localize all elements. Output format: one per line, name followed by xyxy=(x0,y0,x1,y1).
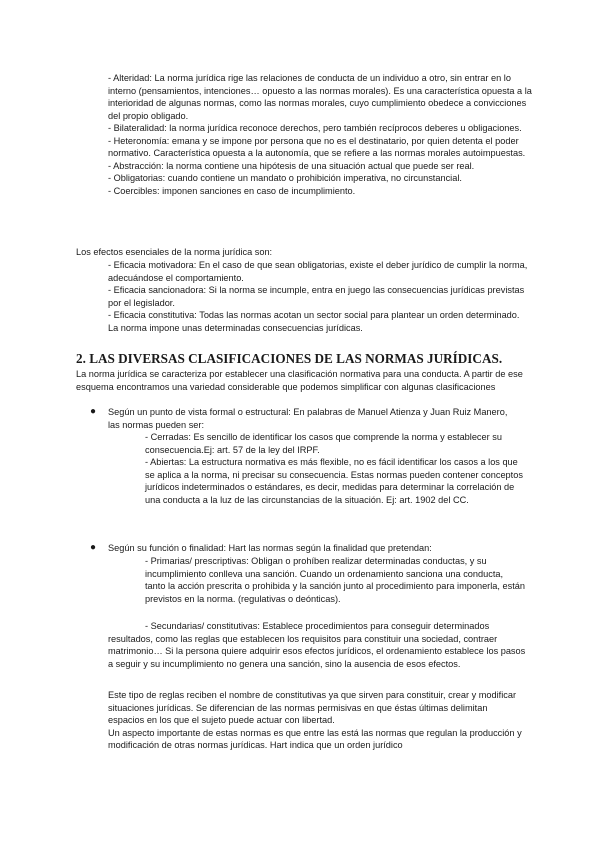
bullet-function-purpose: Según su función o finalidad: Hart las normas según la finalidad que pretendan: xyxy=(108,543,432,553)
closing-paragraphs xyxy=(108,689,526,752)
bullet-1-marker: ● xyxy=(90,406,97,417)
attribute-coercibles: - Coercibles: imponen sanciones en caso de incumplimiento. xyxy=(108,185,356,196)
closing-aspecto: Un aspecto importante de estas normas es que entre las está las normas que regulan la producción y modificación de otras normas jurídicas. Hart indica que un orden jurídico xyxy=(108,727,522,750)
attribute-abstraccion: - Abstracción: la norma contiene una hipótesis de una situación actual que puede ser real. xyxy=(108,160,475,171)
attribute-alteridad: - Alteridad: La norma jurídica rige las relaciones de conducta de un individuo a otro, sin entrar en lo interno (pensamientos, intenciones… opuesto a las normas morales). Es una característica opuesta a la interioridad de algunas normas, como las normas morales, cuyo cumplimiento obedece a convicciones del propio obligado. xyxy=(108,73,532,121)
type-primarias: - Primarias/ prescriptivas: Obligan o prohíben realizar determinadas conductas, y su incumplimiento conlleva una sanción. Cuando un ordenamiento sanciona una conducta, tanto la acción prescrita o prohibida y la sanción junto al procedimiento para imponerla, están previstos en la norma. (regulativas o deónticas). xyxy=(145,556,525,604)
effect-constitutiva: - Eficacia constitutiva: Todas las normas acotan un sector social para plantear un orden determinado. La norma impone unas determinadas consecuencias jurídicas. xyxy=(108,310,520,333)
structural-types-list xyxy=(145,431,525,506)
section-heading: 2. LAS DIVERSAS CLASIFICACIONES DE LAS NORMAS JURÍDICAS. xyxy=(76,351,503,366)
functional-types-list xyxy=(145,555,525,605)
secundarias-lead: - Secundarias/ constitutivas: xyxy=(145,621,260,631)
secundarias-text: Establece procedimientos para conseguir determinados resultados, como las reglas que establecen los requisitos para constituir una sociedad, contraer matrimonio… Si la persona quiere adquirir esos efectos jurídicos, el ordenamiento establece los pasos a seguir y su incumplimiento no genera una sanción, sino la ausencia de esos efectos. xyxy=(108,621,526,669)
bullet-formal-structural: Según un punto de vista formal o estructural: En palabras de Manuel Atienza y Juan Ruiz Manero, las normas pueden ser: xyxy=(108,407,508,430)
type-abiertas: - Abiertas: La estructura normativa es más flexible, no es fácil identificar los casos a los que se aplica a la norma, ni precisar su consecuencia. Estas normas pueden contener conceptos jurídicos indeterminados o estándares, es decir, medidas para determinar la correlación de una conducta a la luz de las circunstancias de la situación. Ej: art. 1902 del CC. xyxy=(145,457,523,505)
attribute-obligatorias: - Obligatorias: cuando contiene un mandato o prohibición imperativa, no circunstancial. xyxy=(108,173,462,183)
attribute-heteronomia: - Heteronomía: emana y se impone por persona que no es el destinatario, por quien detenta el poder normativo. Característica opuesta a la autonomía, que se refiere a las normas morales autoimpuestas. xyxy=(108,135,526,158)
section-intro: La norma jurídica se caracteriza por establecer una clasificación normativa para una conducta. A partir de ese esquema encontramos una variedad considerable que podemos simplificar con algunas clasificaciones xyxy=(76,369,523,392)
effect-sancionadora: - Eficacia sancionadora: Si la norma se incumple, entra en juego las consecuencias jurídicas previstas por el legislador. xyxy=(108,285,525,308)
effect-motivadora: - Eficacia motivadora: En el caso de que sean obligatorias, existe el deber jurídico de cumplir la norma, adecuándose el comportamiento. xyxy=(108,260,528,283)
norm-attributes-list xyxy=(108,72,532,197)
effects-intro: Los efectos esenciales de la norma jurídica son: xyxy=(76,247,273,257)
effects-list xyxy=(108,259,532,334)
type-cerradas: - Cerradas: Es sencillo de identificar los casos que comprende la norma y establecer su consecuencia.Ej: art. 57 de la ley del IRPF. xyxy=(145,432,502,455)
bullet-2-marker: ● xyxy=(90,542,97,553)
attribute-bilateralidad: - Bilateralidad: la norma jurídica reconoce derechos, pero también recíprocos deberes u obligaciones. xyxy=(108,123,522,133)
type-secundarias xyxy=(108,620,526,670)
closing-constitutivas: Este tipo de reglas reciben el nombre de constitutivas ya que sirven para constituir, crear y modificar situaciones jurídicas. Se diferencian de las normas permisivas en que éstas últimas delimitan espacios en los que el sujeto puede actuar con libertad. xyxy=(108,690,517,725)
